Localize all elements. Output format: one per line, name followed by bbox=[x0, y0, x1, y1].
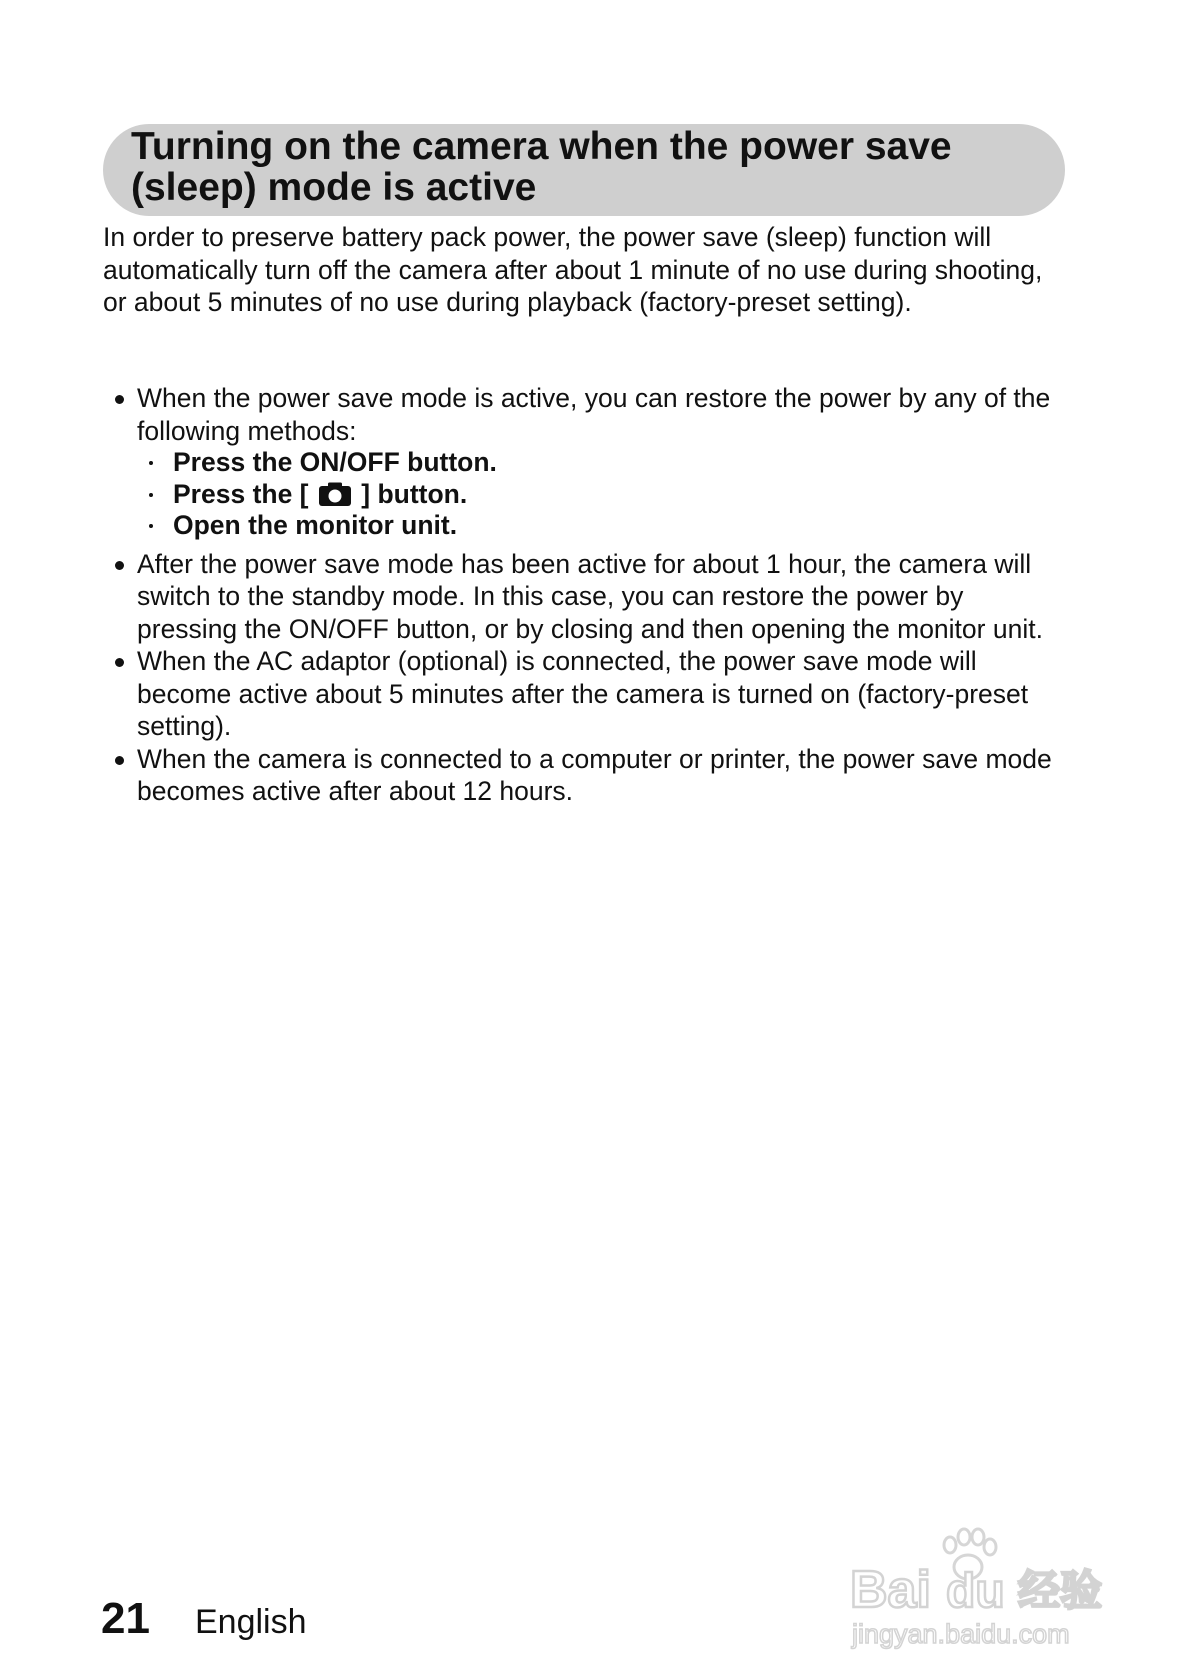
bullet-text: After the power save mode has been active for about 1 hour, the camera will switch to the standby mode. In this case, you can restore the power by pressing the ON/OFF button, or by closing and then opening the monitor unit. bbox=[137, 548, 1043, 644]
method-suffix: ] button. bbox=[361, 478, 468, 509]
method-text: Press the ON/OFF button. bbox=[173, 447, 497, 477]
method-list bbox=[137, 447, 1063, 542]
method-item bbox=[137, 510, 1063, 542]
intro-paragraph: In order to preserve battery pack power, the power save (sleep) function will automatically turn off the camera after about 1 minute of no use during shooting, or about 5 minutes of no use during playback (factory-preset setting). bbox=[103, 222, 1043, 317]
bullet-dot bbox=[115, 756, 124, 765]
bullet-dot bbox=[115, 658, 124, 667]
sub-bullet-dot bbox=[149, 461, 153, 465]
page-number: 21 bbox=[101, 1594, 150, 1643]
page-language: English bbox=[195, 1603, 307, 1641]
section-title: Turning on the camera when the power save (sleep) mode is active bbox=[131, 125, 952, 209]
sub-bullet-dot bbox=[149, 493, 153, 497]
bullet-text: When the camera is connected to a computer or printer, the power save mode becomes active after about 12 hours. bbox=[137, 743, 1052, 806]
camera-icon bbox=[318, 481, 352, 507]
bullet-item bbox=[103, 548, 1063, 646]
svg-text:Bai: Bai bbox=[850, 1561, 931, 1619]
svg-text:du: du bbox=[946, 1565, 1005, 1618]
section-title-banner bbox=[103, 124, 1065, 216]
bullet-item bbox=[103, 743, 1063, 808]
bullet-item bbox=[103, 645, 1063, 743]
svg-text:jingyan.baidu.com: jingyan.baidu.com bbox=[852, 1619, 1070, 1649]
bullet-list bbox=[103, 382, 1063, 808]
bullet-text: When the AC adaptor (optional) is connected, the power save mode will become active about 5 minutes after the camera is turned on (factory-preset setting). bbox=[137, 646, 1029, 741]
method-prefix: Press the [ bbox=[173, 478, 309, 509]
bullet-text: When the power save mode is active, you can restore the power by any of the following methods: bbox=[137, 383, 1051, 446]
svg-text:经验: 经验 bbox=[1018, 1566, 1103, 1615]
baidu-watermark-logo bbox=[850, 1515, 1140, 1655]
method-text: Open the monitor unit. bbox=[173, 510, 458, 540]
bullet-dot bbox=[115, 561, 124, 570]
sub-bullet-dot bbox=[149, 524, 153, 528]
bullet-dot bbox=[115, 395, 124, 404]
method-item bbox=[137, 479, 1063, 511]
bullet-item bbox=[103, 382, 1063, 542]
method-item bbox=[137, 447, 1063, 479]
